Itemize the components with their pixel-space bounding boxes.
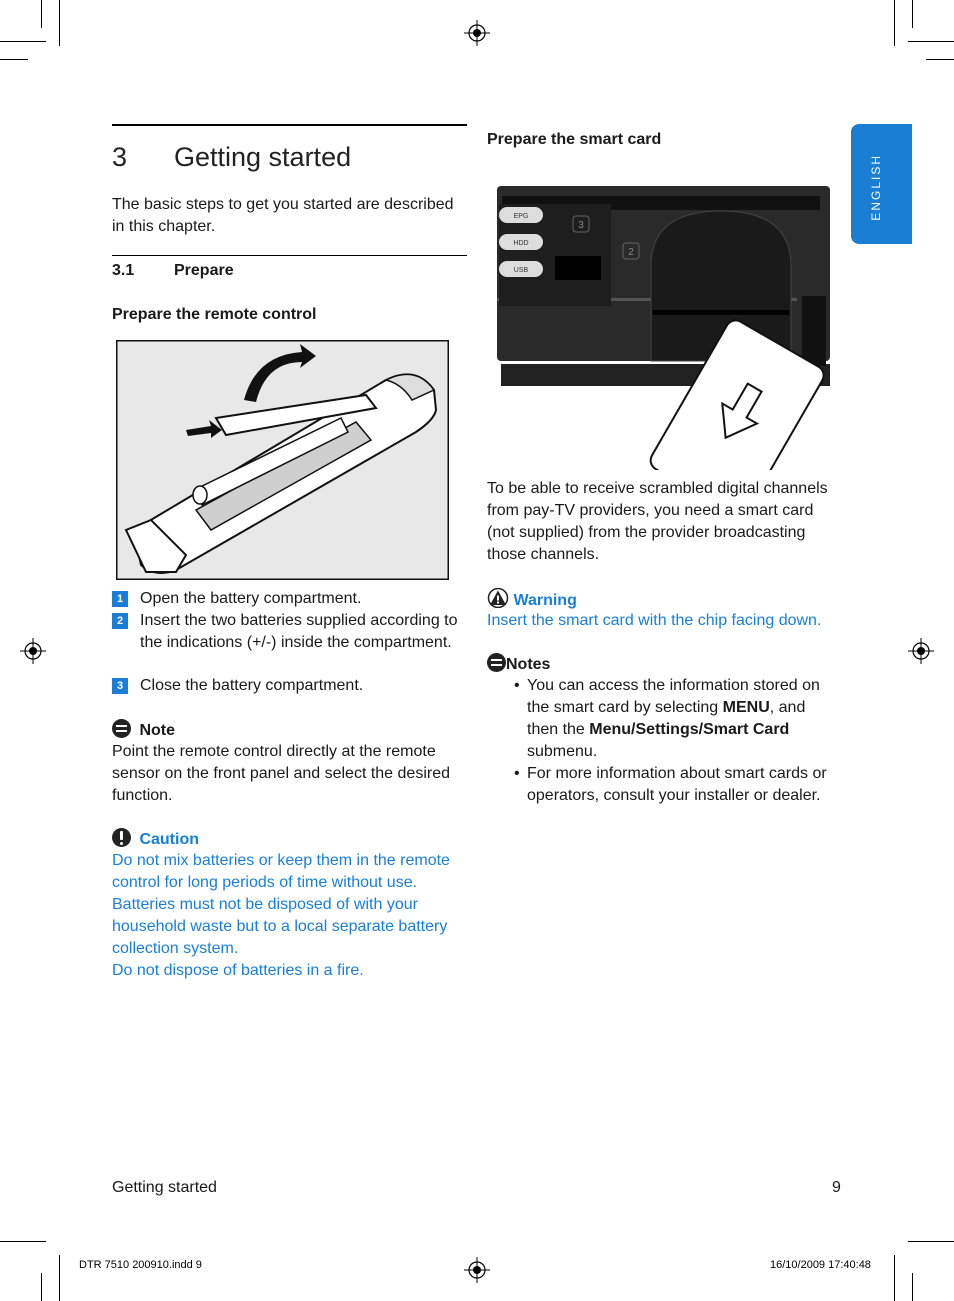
warning-icon [487, 588, 509, 608]
intro-text: The basic steps to get you started are described in this chapter. [112, 196, 454, 235]
crop-mark [912, 0, 913, 28]
crop-mark [912, 1273, 913, 1301]
step-text: Insert the two batteries supplied according to the indications (+/-) inside the compartment. [140, 612, 458, 651]
section-title: Prepare [174, 262, 234, 279]
step-number-badge: 2 [112, 613, 128, 629]
slot-number-label: 3 [578, 220, 584, 231]
remote-heading: Prepare the remote control [112, 306, 317, 323]
smart-card-illustration [497, 186, 832, 470]
registration-mark-icon [908, 638, 934, 664]
note-text: Point the remote control directly at the remote sensor on the front panel and select the desired function. [112, 743, 450, 804]
section-heading [112, 260, 467, 282]
crop-mark [894, 1255, 895, 1301]
chapter-title [112, 142, 351, 173]
crop-mark [41, 0, 42, 28]
warning-text: Insert the smart card with the chip facing down. [487, 612, 822, 629]
smartcard-text: To be able to receive scrambled digital channels from pay-TV providers, you need a smart card (not supplied) from the provider broadcasting those channels. [487, 480, 828, 563]
note-heading [112, 719, 175, 742]
registration-mark-icon [464, 1257, 490, 1283]
chapter-rule [112, 124, 467, 126]
usb-button-label: USB [513, 267, 529, 274]
notes-label: Notes [506, 656, 551, 673]
smartcard-heading: Prepare the smart card [487, 131, 662, 148]
crop-mark [0, 41, 46, 42]
crop-mark [59, 1255, 60, 1301]
page-number: 9 [832, 1179, 841, 1196]
crop-mark [41, 1273, 42, 1301]
registration-mark-icon [464, 20, 490, 46]
step-text: Close the battery compartment. [140, 677, 364, 694]
warning-heading [487, 588, 577, 612]
epg-button-label: EPG [513, 213, 529, 220]
note-icon [112, 719, 131, 738]
chapter-number: 3 [112, 142, 128, 172]
crop-mark [894, 0, 895, 46]
remote-control-illustration [116, 340, 449, 580]
notes-item-text: You can access the information stored on the smart card by selecting MENU, and then the Menu/Settings/Smart Card submenu. [527, 677, 820, 760]
language-tab [851, 124, 912, 244]
crop-mark [59, 0, 60, 46]
print-slug-date: 16/10/2009 17:40:48 [770, 1259, 871, 1271]
caution-label: Caution [139, 831, 199, 848]
caution-line: Do not mix batteries or keep them in the remote control for long periods of time without use. [112, 852, 450, 891]
print-slug-file: DTR 7510 200910.indd 9 [79, 1259, 202, 1271]
crop-mark [908, 1241, 954, 1242]
crop-mark [0, 1241, 46, 1242]
section-rule [112, 255, 467, 256]
warning-label: Warning [513, 592, 577, 609]
crop-mark [0, 59, 28, 60]
step-text: Open the battery compartment. [140, 590, 362, 607]
caution-line: Do not dispose of batteries in a fire. [112, 962, 364, 979]
hdd-button-label: HDD [513, 240, 529, 247]
step-number-badge: 1 [112, 591, 128, 607]
section-number: 3.1 [112, 262, 135, 279]
note-icon [487, 653, 506, 672]
language-tab-label: ENGLISH [869, 154, 883, 221]
caution-line: Batteries must not be disposed of with your household waste but to a local separate battery collection system. [112, 896, 448, 957]
slot-number-label: 2 [628, 247, 634, 258]
crop-mark [908, 41, 954, 42]
notes-heading [487, 653, 550, 676]
caution-heading [112, 828, 199, 851]
notes-item-text: For more information about smart cards or operators, consult your installer or dealer. [527, 765, 827, 804]
registration-mark-icon [20, 638, 46, 664]
step-number-badge: 3 [112, 678, 128, 694]
caution-text [112, 850, 472, 982]
caution-icon [112, 828, 131, 847]
footer-section: Getting started [112, 1179, 217, 1196]
note-label: Note [139, 722, 176, 739]
crop-mark [926, 59, 954, 60]
chapter-title-text: Getting started [174, 142, 352, 172]
